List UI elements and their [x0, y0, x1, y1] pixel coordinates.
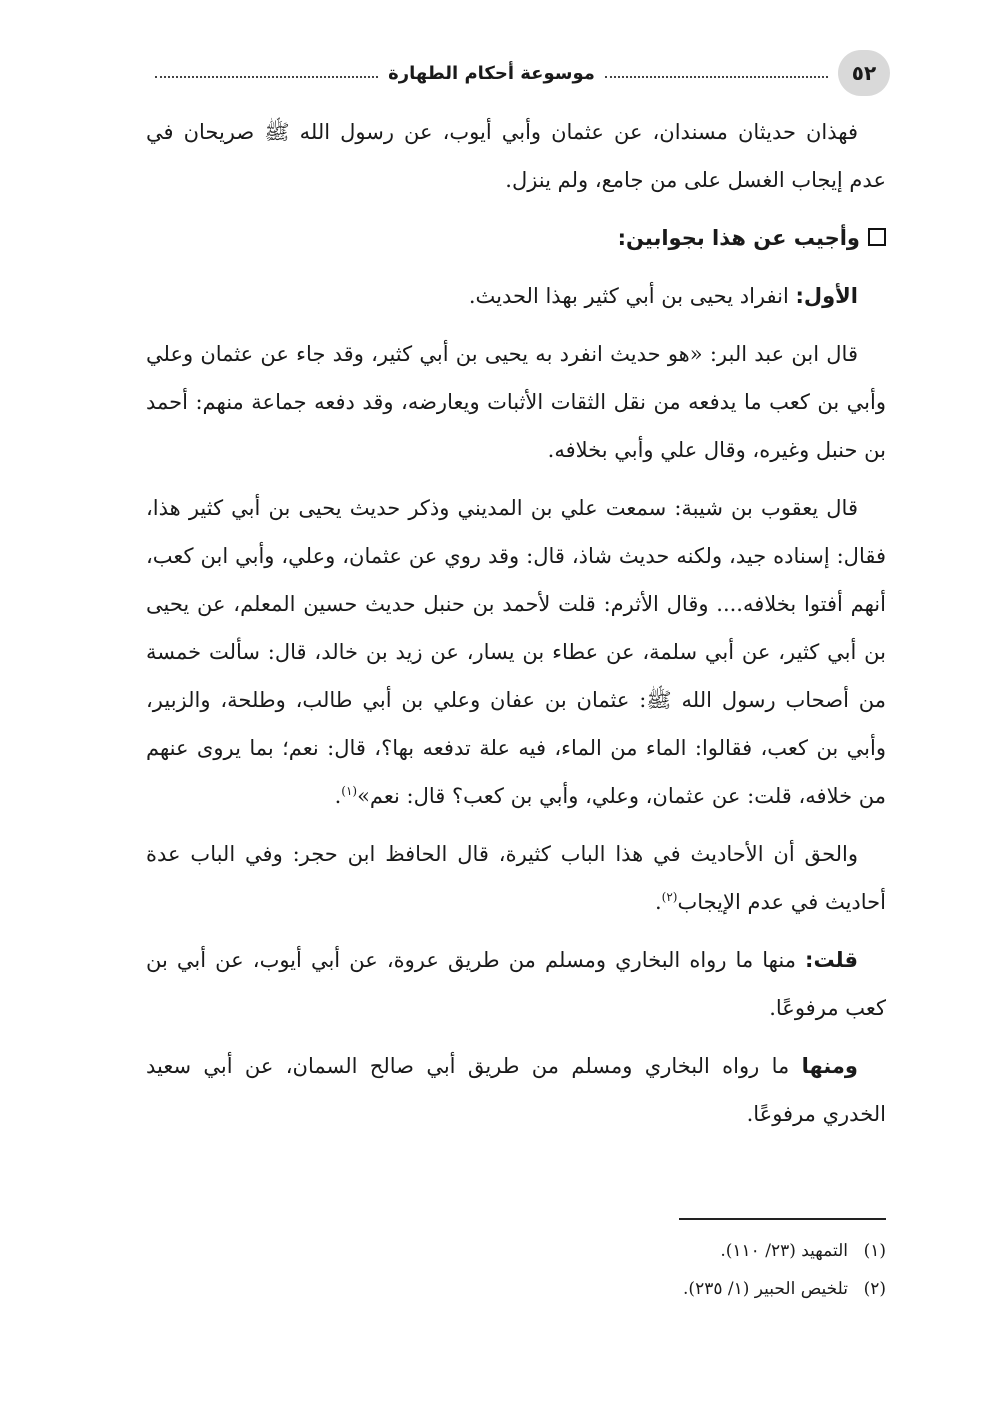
- footnotes: [146, 1232, 886, 1308]
- page-number: ٥٢: [838, 50, 890, 96]
- footnote-2-number: (٢): [863, 1279, 886, 1299]
- paragraph-1: [146, 108, 886, 204]
- paragraph-4-text: قال يعقوب بن شيبة: سمعت علي بن المديني وذكر حديث يحيى بن أبي كثير هذا، فقال: إسناده جيد، ولكنه حديث شاذ، قال: وقد روي عن عثمان، وعلي، وأبي ابن كعب، أنهم أفتوا بخلافه.... وقال الأثرم: قلت لأحمد بن حنبل حديث حسين المعلم، عن يحيى بن أبي كثير، عن أبي سلمة، عن عطاء بن يسار، عن زيد بن خالد، قال: سألت خمسة من أصحاب رسول الله ﷺ: عثمان بن عفان وعلي بن أبي طالب، وطلحة، والزبير، وأبي بن كعب، فقالوا: الماء من الماء، فيه علة تدفعه بها؟، قال: نعم؛ بما يروى عنهم من خلافه، قلت: عن عثمان، وعلي، وأبي بن كعب؟ قال: نعم»: [146, 496, 886, 808]
- footnote-ref-2[interactable]: (٢): [661, 890, 678, 904]
- paragraph-6-text: منها ما رواه البخاري ومسلم من طريق عروة، عن أبي أيوب، عن أبي بن كعب مرفوعًا.: [146, 948, 886, 1020]
- paragraph-3: [146, 330, 886, 474]
- footnote-2-text: تلخيص الحبير (١/ ٢٣٥).: [683, 1279, 848, 1299]
- page-content: [146, 108, 886, 1148]
- section-heading: [146, 214, 886, 262]
- paragraph-2-text: انفراد يحيى بن أبي كثير بهذا الحديث.: [468, 284, 796, 308]
- page-header: [145, 50, 890, 96]
- paragraph-7-label: ومنها: [801, 1054, 858, 1078]
- paragraph-4-end: .: [334, 784, 342, 808]
- footnote-2: [146, 1270, 886, 1308]
- paragraph-1-text: فهذان حديثان مسندان، عن عثمان وأبي أيوب، عن رسول الله ﷺ صريحان في عدم إيجاب الغسل على من جامع، ولم ينزل.: [146, 120, 886, 192]
- paragraph-5-end: .: [654, 890, 662, 914]
- header-dots-right: [605, 76, 828, 78]
- paragraph-6-label: قلت:: [805, 948, 858, 972]
- footnote-1-text: التمهيد (٢٣/ ١١٠).: [720, 1241, 848, 1261]
- footnote-divider: [679, 1218, 886, 1220]
- header-title: موسوعة أحكام الطهارة: [388, 62, 595, 84]
- header-dots-left: [155, 76, 378, 78]
- paragraph-2-label: الأول:: [795, 284, 858, 308]
- footnote-1-number: (١): [863, 1241, 886, 1261]
- paragraph-2: [146, 272, 886, 320]
- paragraph-5: [146, 830, 886, 926]
- paragraph-4: [146, 484, 886, 820]
- section-heading-text: وأجيب عن هذا بجوابين:: [617, 226, 860, 250]
- paragraph-5-text: والحق أن الأحاديث في هذا الباب كثيرة، قال الحافظ ابن حجر: وفي الباب عدة أحاديث في عدم الإيجاب: [146, 842, 886, 914]
- paragraph-3-text: قال ابن عبد البر: «هو حديث انفرد به يحيى بن أبي كثير، وقد جاء عن عثمان وعلي وأبي بن كعب ما يدفعه من نقل الثقات الأثبات ويعارضه، وقد دفعه جماعة منهم: أحمد بن حنبل وغيره، وقال علي وأبي بخلافه.: [146, 342, 886, 462]
- paragraph-6: [146, 936, 886, 1032]
- checkbox-icon: [868, 228, 886, 246]
- footnote-ref-1[interactable]: (١): [341, 784, 358, 798]
- paragraph-7: [146, 1042, 886, 1138]
- footnote-1: [146, 1232, 886, 1270]
- paragraph-7-text: ما رواه البخاري ومسلم من طريق أبي صالح السمان، عن أبي سعيد الخدري مرفوعًا.: [146, 1054, 886, 1126]
